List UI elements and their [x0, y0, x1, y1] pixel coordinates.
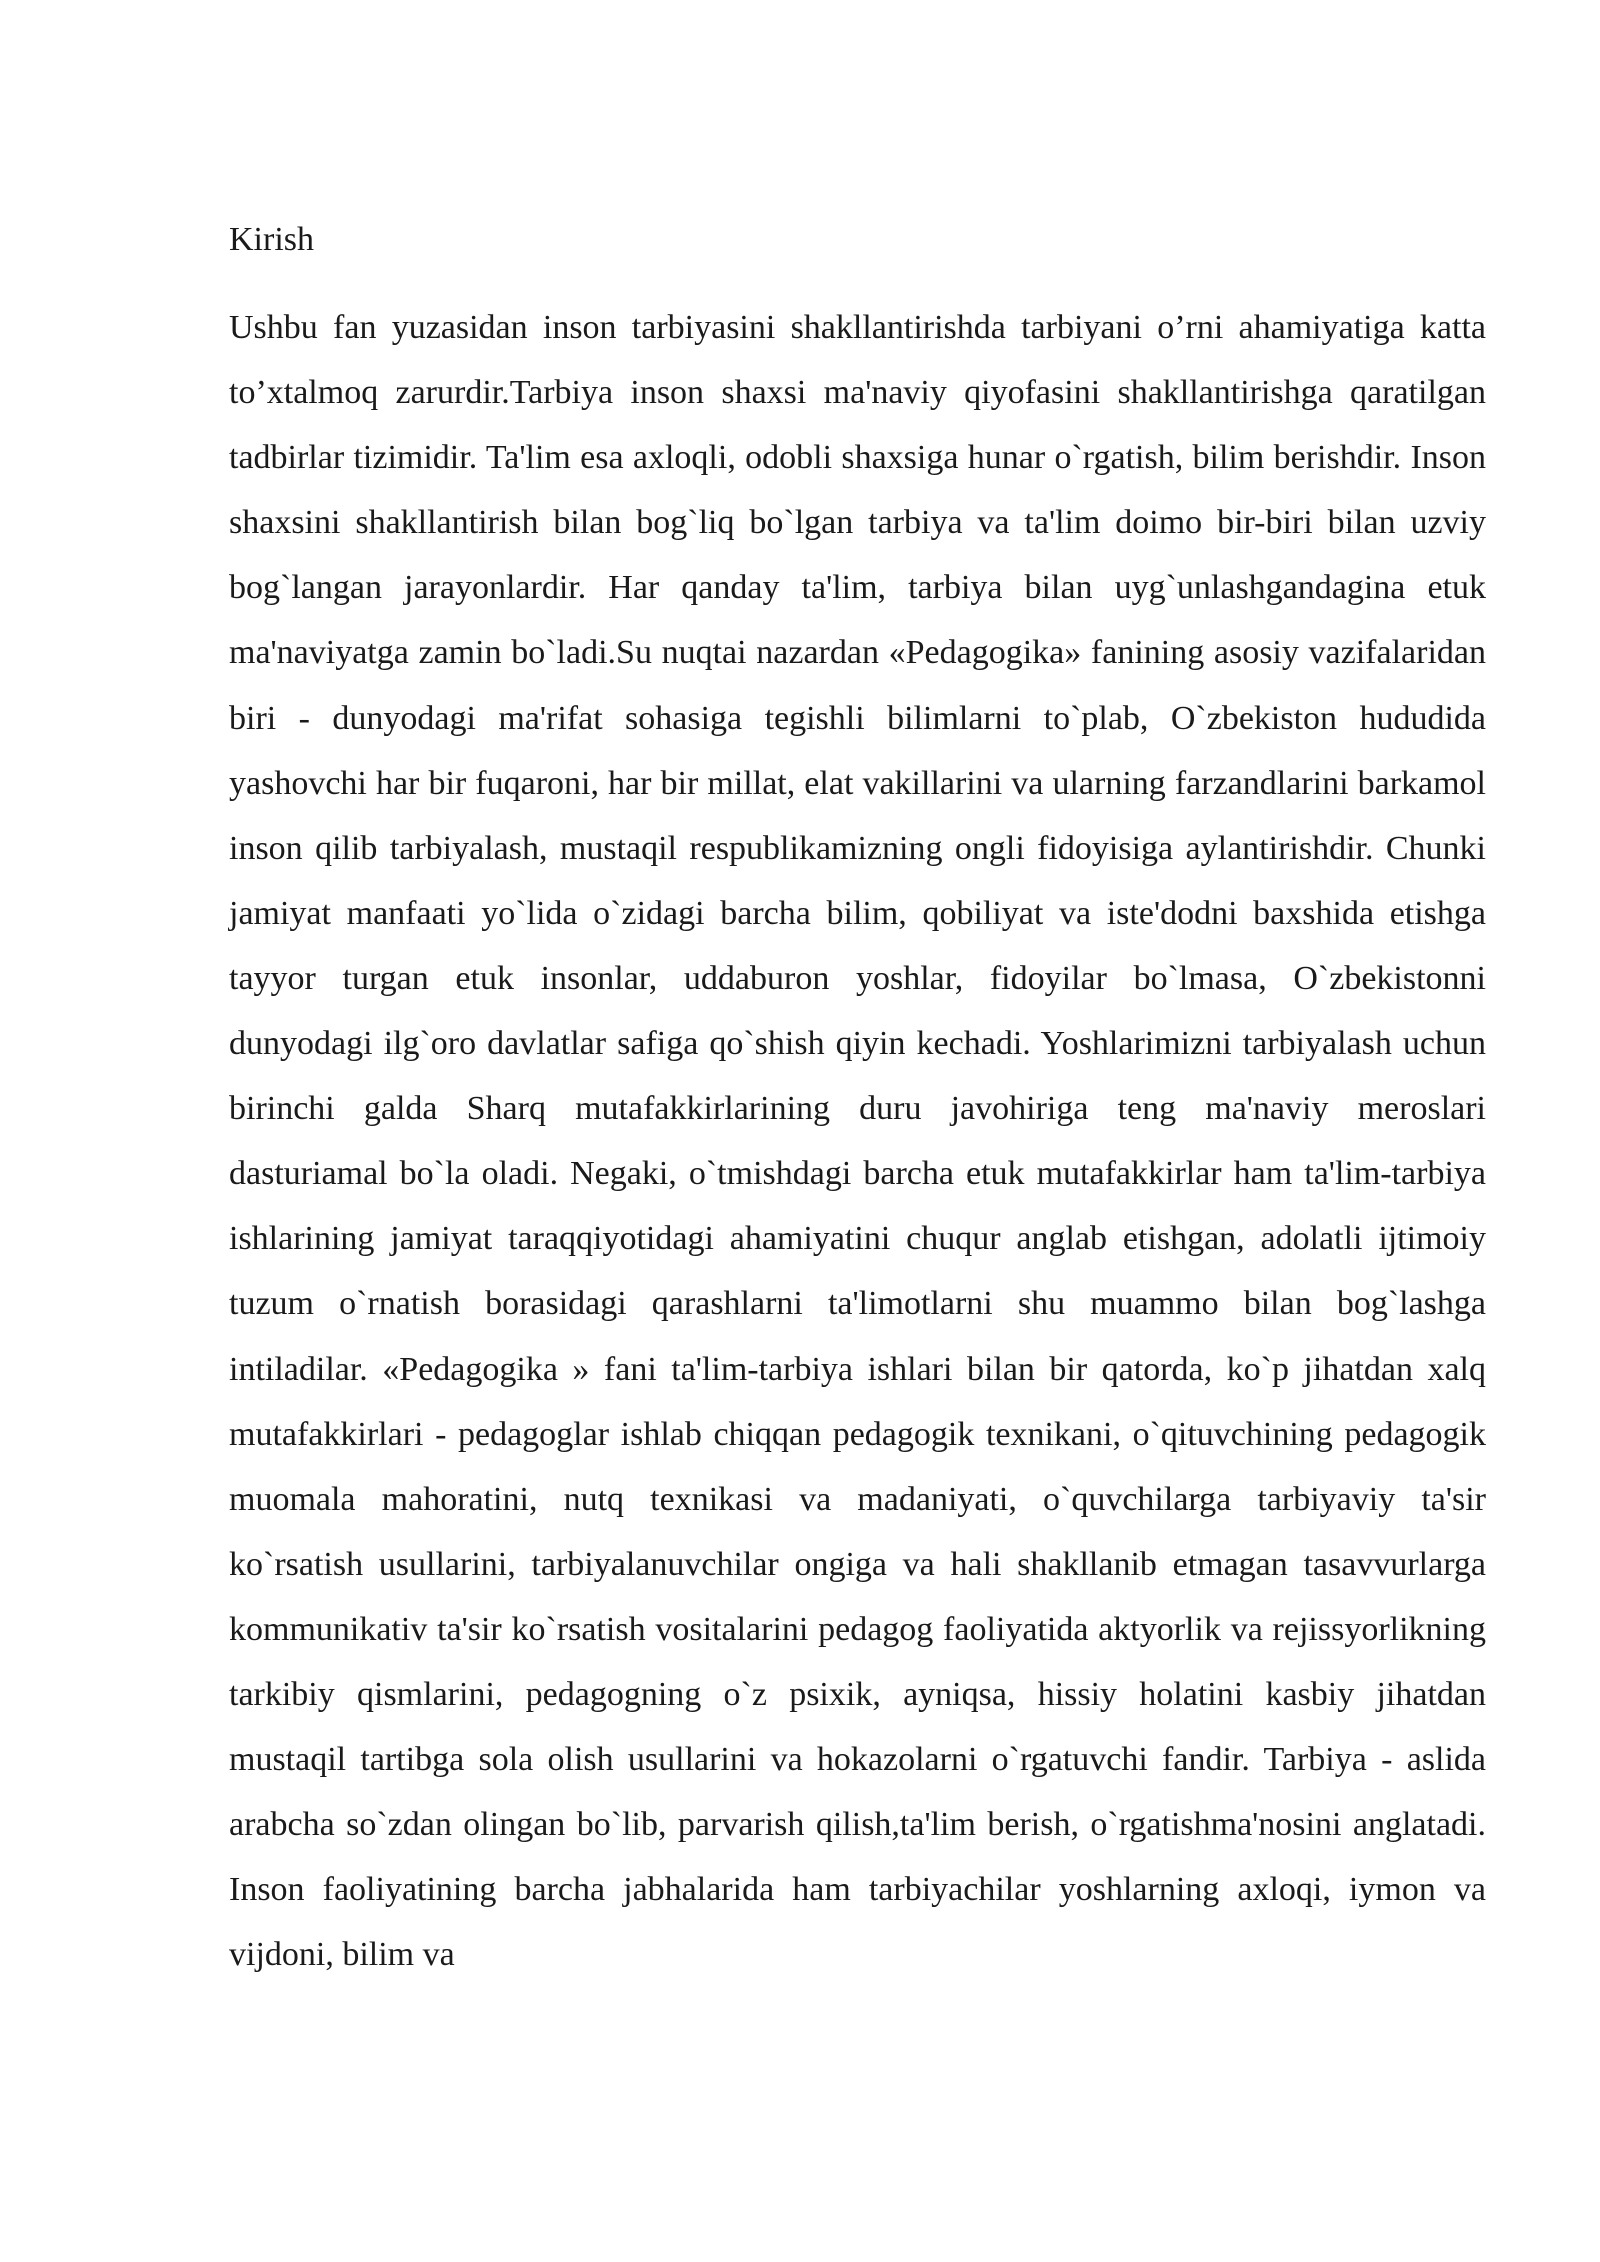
document-content	[229, 210, 1486, 1987]
document-heading: Kirish	[229, 221, 314, 258]
document-paragraph: Ushbu fan yuzasidan inson tarbiyasini shakllantirishda tarbiyani o’rni ahamiyatiga katta to’xtalmoq zarurdir.Tarbiya inson shaxsi ma'naviy qiyofasini shakllantirishga qaratilgan tadbirlar tizimidir. Ta'lim esa axloqli, odobli shaxsiga hunar o`rgatish, bilim berishdir. Inson shaxsini shakllantirish bilan bog`liq bo`lgan tarbiya va ta'lim doimo bir-biri bilan uzviy bog`langan jarayonlardir. Har qanday ta'lim, tarbiya bilan uyg`unlashgandagina etuk ma'naviyatga zamin bo`ladi.Su nuqtai nazardan «Pedagogika» fanining asosiy vazifalaridan biri - dunyodagi ma'rifat sohasiga tegishli bilimlarni to`plab, O`zbekiston hududida yashovchi har bir fuqaroni, har bir millat, elat vakillarini va ularning farzandlarini barkamol inson qilib tarbiyalash, mustaqil respublikamizning ongli fidoyisiga aylantirishdir. Chunki jamiyat manfaati yo`lida o`zidagi barcha bilim, qobiliyat va iste'dodni baxshida etishga tayyor turgan etuk insonlar, uddaburon yoshlar, fidoyilar bo`lmasa, O`zbekistonni dunyodagi ilg`oro davlatlar safiga qo`shish qiyin kechadi. Yoshlarimizni tarbiyalash uchun birinchi galda Sharq mutafakkirlarining duru javohiriga teng ma'naviy meroslari dasturiamal bo`la oladi. Negaki, o`tmishdagi barcha etuk mutafakkirlar ham ta'lim-tarbiya ishlarining jamiyat taraqqiyotidagi ahamiyatini chuqur anglab etishgan, adolatli ijtimoiy tuzum o`rnatish borasidagi qarashlarni ta'limotlarni shu muammo bilan bog`lashga intiladilar. «Pedagogika » fani ta'lim-tarbiya ishlari bilan bir qatorda, ko`p jihatdan xalq mutafakkirlari - pedagoglar ishlab chiqqan pedagogik texnikani, o`qituvchining pedagogik muomala mahoratini, nutq texnikasi va madaniyati, o`quvchilarga tarbiyaviy ta'sir ko`rsatish usullarini, tarbiyalanuvchilar ongiga va hali shakllanib etmagan tasavvurlarga kommunikativ ta'sir ko`rsatish vositalarini pedagog faoliyatida aktyorlik va rejissyorlikning tarkibiy qismlarini, pedagogning o`z psixik, ayniqsa, hissiy holatini kasbiy jihatdan mustaqil tartibga sola olish usullarini va hokazolarni o`rgatuvchi fandir. Tarbiya - aslida arabcha so`zdan olingan bo`lib, parvarish qilish,ta'lim berish, o`rgatishma'nosini anglatadi. Inson faoliyatining barcha jabhalarida ham tarbiyachilar yoshlarning axloqi, iymon va vijdoni, bilim va	[229, 309, 1486, 1974]
